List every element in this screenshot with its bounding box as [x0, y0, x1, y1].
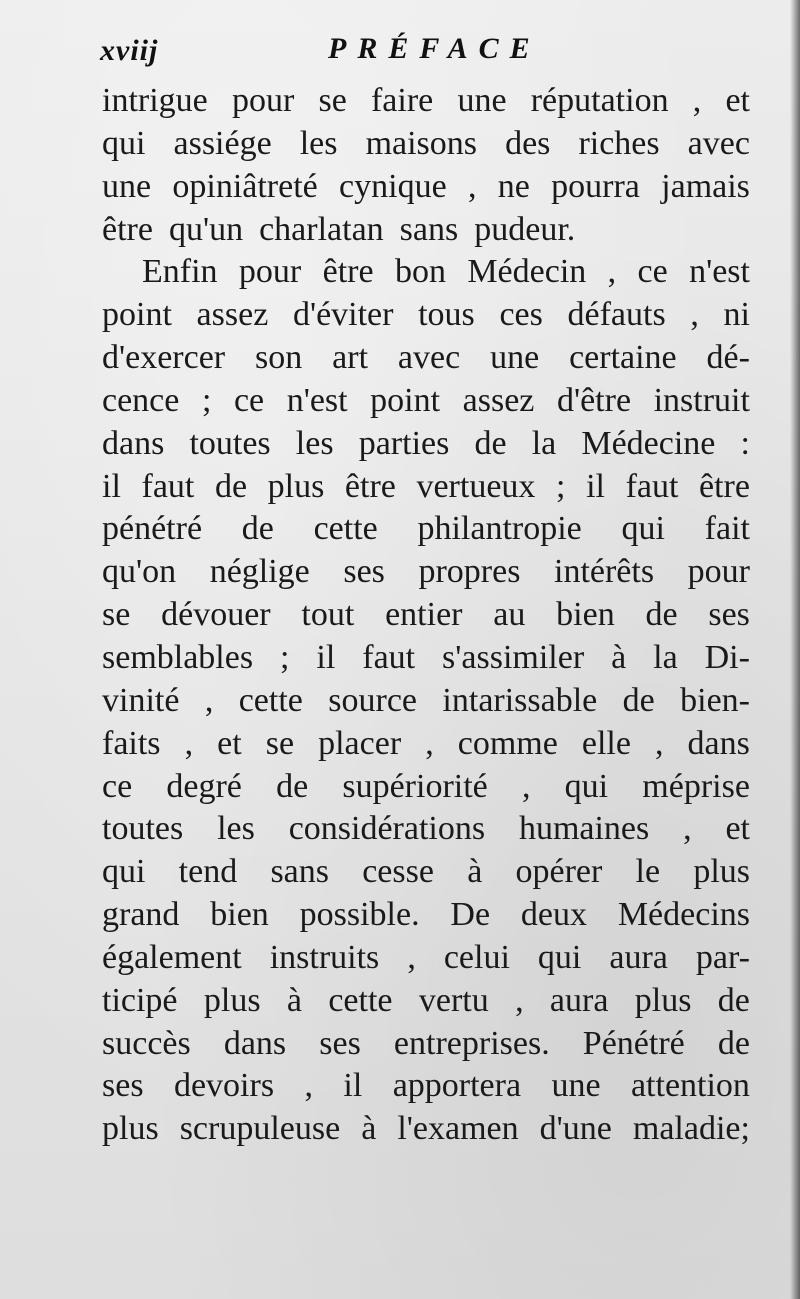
- word: ses: [343, 553, 385, 591]
- word: jamais: [661, 167, 750, 205]
- word: de: [717, 1024, 750, 1062]
- word: plus: [102, 1110, 159, 1148]
- word: ce: [637, 253, 668, 291]
- word: d'une: [539, 1110, 612, 1148]
- text-line: [102, 1108, 750, 1151]
- word: ;: [280, 638, 290, 676]
- word: point: [102, 296, 172, 334]
- word: être: [344, 467, 396, 505]
- text-line: [102, 766, 750, 809]
- word: Médecin: [467, 253, 587, 291]
- text-line: [102, 123, 750, 166]
- word: de: [717, 981, 750, 1019]
- text-line: [102, 80, 750, 123]
- word: supériorité: [342, 767, 488, 805]
- word: comme: [457, 724, 558, 762]
- word: plus: [267, 467, 325, 505]
- word: point: [370, 381, 441, 419]
- word: tous: [418, 296, 475, 334]
- word: propres: [418, 553, 521, 591]
- word: intérêts: [554, 553, 655, 591]
- word: entier: [385, 596, 463, 634]
- word: ,: [407, 938, 416, 976]
- word: n'est: [286, 381, 348, 419]
- word: qu'un: [168, 210, 244, 248]
- word: la: [653, 638, 678, 676]
- word: vertu: [418, 981, 489, 1019]
- word: ce: [102, 767, 133, 805]
- text-line: [102, 680, 750, 723]
- word: de: [622, 681, 655, 719]
- word: cette: [313, 510, 378, 548]
- word: avec: [687, 124, 750, 162]
- word: plus: [693, 853, 750, 891]
- word: bien-: [680, 681, 750, 719]
- word: de: [474, 424, 507, 462]
- text-line: [102, 380, 750, 423]
- word: succès: [102, 1024, 191, 1062]
- word: des: [505, 124, 551, 162]
- word: elle: [581, 724, 631, 762]
- word: son: [255, 339, 303, 377]
- word: intrigue: [102, 82, 208, 119]
- word: et: [217, 724, 242, 762]
- word: qui: [621, 510, 665, 548]
- word: pourra: [551, 167, 640, 205]
- word: également: [102, 938, 242, 976]
- word: Pénétré: [582, 1024, 685, 1062]
- word: le: [635, 853, 661, 891]
- text-line: [102, 980, 750, 1023]
- word: réputation: [530, 82, 669, 119]
- word: ,: [683, 810, 692, 848]
- word: entreprises.: [393, 1024, 550, 1062]
- word: apportera: [392, 1067, 522, 1105]
- word: qu'on: [102, 553, 177, 591]
- word: néglige: [209, 553, 310, 591]
- word: faut: [625, 467, 679, 505]
- word: pour: [238, 253, 302, 291]
- word: ,: [690, 296, 699, 334]
- word: possible.: [299, 896, 420, 934]
- word: opérer: [515, 853, 603, 891]
- word: ,: [655, 724, 664, 762]
- word: cette: [238, 681, 303, 719]
- word: maisons: [365, 124, 478, 162]
- word: bien: [210, 896, 269, 934]
- word: attention: [630, 1067, 750, 1105]
- word: considérations: [288, 810, 486, 848]
- word: Médecins: [617, 896, 750, 934]
- word: ,: [425, 724, 434, 762]
- word: défauts: [567, 296, 666, 334]
- word: assiége: [173, 124, 272, 162]
- word: l'examen: [397, 1110, 519, 1148]
- folio-number: xviij: [100, 34, 159, 67]
- word: ;: [556, 467, 566, 505]
- word: source: [328, 681, 418, 719]
- word: il: [343, 1067, 363, 1105]
- word: ses: [319, 1024, 361, 1062]
- word: d'être: [556, 381, 632, 419]
- text-line: [102, 1023, 750, 1066]
- word: plus: [203, 981, 261, 1019]
- word: assez: [462, 381, 535, 419]
- word: ses: [102, 1067, 144, 1105]
- word: bon: [394, 253, 446, 291]
- word: une: [490, 339, 540, 377]
- text-line: [102, 551, 750, 594]
- word: dans: [687, 724, 750, 762]
- word: les: [299, 124, 338, 162]
- running-title: PRÉFACE: [328, 32, 541, 65]
- word: de: [214, 467, 248, 505]
- word: s'assimiler: [442, 638, 585, 676]
- word: Enfin: [142, 253, 218, 291]
- word: tout: [301, 596, 355, 634]
- word: grand: [102, 896, 180, 934]
- word: vertueux: [416, 467, 536, 505]
- word: dans: [102, 424, 165, 462]
- body-text: [102, 80, 750, 1151]
- word: placer: [318, 724, 402, 762]
- word: cence: [102, 381, 180, 419]
- word: assez: [196, 296, 269, 334]
- word: il: [586, 467, 605, 505]
- word: se: [318, 82, 347, 119]
- word: être: [699, 467, 750, 505]
- word: sans: [399, 210, 459, 248]
- word: à: [286, 981, 302, 1019]
- word: ces: [499, 296, 543, 334]
- word: pudeur.: [474, 210, 576, 248]
- word: ni: [723, 296, 750, 334]
- word: qui: [537, 938, 582, 976]
- word: ne: [497, 167, 530, 205]
- word: la: [531, 424, 557, 462]
- text-line: [102, 166, 750, 209]
- word: au: [493, 596, 526, 634]
- word: à: [467, 853, 483, 891]
- word: ce: [233, 381, 265, 419]
- word: méprise: [642, 767, 750, 805]
- word: ses: [708, 596, 750, 634]
- word: instruit: [653, 381, 750, 419]
- word: :: [740, 424, 750, 462]
- text-line: [102, 209, 750, 252]
- word: avec: [397, 339, 461, 377]
- word: tend: [178, 853, 238, 891]
- word: les: [217, 810, 255, 848]
- word: philantropie: [417, 510, 582, 548]
- word: dévouer: [161, 596, 271, 634]
- word: il: [316, 638, 336, 676]
- word: devoirs: [173, 1067, 275, 1105]
- word: toutes: [102, 810, 184, 848]
- word: de: [276, 767, 309, 805]
- text-line: [102, 294, 750, 337]
- word: deux: [520, 896, 587, 934]
- word: une: [457, 82, 507, 119]
- word: fait: [704, 510, 750, 548]
- text-line: [102, 251, 750, 294]
- word: semblables: [102, 638, 254, 676]
- word: maladie;: [632, 1110, 750, 1148]
- word: faut: [141, 467, 195, 505]
- word: ,: [467, 167, 477, 205]
- word: cesse: [362, 853, 434, 891]
- word: scrupuleuse: [179, 1110, 341, 1148]
- text-line: [102, 594, 750, 637]
- word: et: [725, 810, 750, 848]
- word: d'exercer: [102, 339, 226, 377]
- word: n'est: [689, 253, 750, 291]
- word: parties: [358, 424, 450, 462]
- word: vinité: [102, 681, 180, 719]
- word: se: [265, 724, 295, 762]
- word: sans: [270, 853, 329, 891]
- text-line: [102, 337, 750, 380]
- word: de: [645, 596, 678, 634]
- word: une: [102, 167, 152, 205]
- word: cette: [328, 981, 393, 1019]
- word: intarissable: [442, 681, 598, 719]
- word: d'éviter: [292, 296, 394, 334]
- word: Di-: [704, 638, 750, 676]
- page-header: [100, 30, 750, 80]
- word: à: [611, 638, 627, 676]
- word: par-: [695, 938, 750, 976]
- text-line: [102, 466, 750, 509]
- word: qui: [102, 853, 146, 891]
- word: les: [295, 424, 334, 462]
- word: charlatan: [259, 210, 384, 248]
- text-line: [102, 723, 750, 766]
- word: ,: [515, 981, 524, 1019]
- word: ,: [204, 681, 214, 719]
- word: aura: [609, 938, 668, 976]
- word: celui: [443, 938, 510, 976]
- word: qui: [564, 767, 609, 805]
- word: toutes: [189, 424, 271, 462]
- word: dans: [223, 1024, 287, 1062]
- word: ,: [184, 724, 194, 762]
- text-line: [102, 1065, 750, 1108]
- word: et: [725, 82, 750, 119]
- text-line: [102, 851, 750, 894]
- word: se: [102, 596, 131, 634]
- word: opiniâtreté: [172, 167, 318, 205]
- word: pour: [231, 82, 295, 119]
- word: art: [332, 339, 369, 377]
- word: pénétré: [102, 510, 203, 548]
- word: à: [361, 1110, 377, 1148]
- word: faire: [370, 82, 434, 119]
- text-line: [102, 423, 750, 466]
- word: ,: [607, 253, 617, 291]
- word: être: [102, 210, 153, 248]
- word: bien: [556, 596, 615, 634]
- word: humaines: [518, 810, 650, 848]
- word: qui: [102, 124, 146, 162]
- word: être: [322, 253, 374, 291]
- word: une: [551, 1067, 601, 1105]
- word: certaine: [569, 339, 677, 377]
- word: dé-: [706, 339, 750, 377]
- word: riches: [578, 124, 660, 162]
- word: faut: [362, 638, 416, 676]
- word: De: [450, 896, 491, 934]
- text-line: [102, 894, 750, 937]
- text-line: [102, 808, 750, 851]
- text-line: [102, 937, 750, 980]
- word: ;: [201, 381, 212, 419]
- word: de: [241, 510, 274, 548]
- text-line: [102, 637, 750, 680]
- word: ,: [521, 767, 531, 805]
- word: pour: [687, 553, 750, 591]
- word: cynique: [339, 167, 447, 205]
- word: plus: [634, 981, 692, 1019]
- word: faits: [102, 724, 161, 762]
- word: aura: [549, 981, 609, 1019]
- word: ,: [692, 82, 702, 119]
- text-line: [102, 508, 750, 551]
- word: ticipé: [102, 981, 178, 1019]
- word: ,: [304, 1067, 313, 1105]
- word: instruits: [269, 938, 380, 976]
- word: degré: [166, 767, 242, 805]
- word: Médecine: [581, 424, 716, 462]
- word: il: [102, 467, 121, 505]
